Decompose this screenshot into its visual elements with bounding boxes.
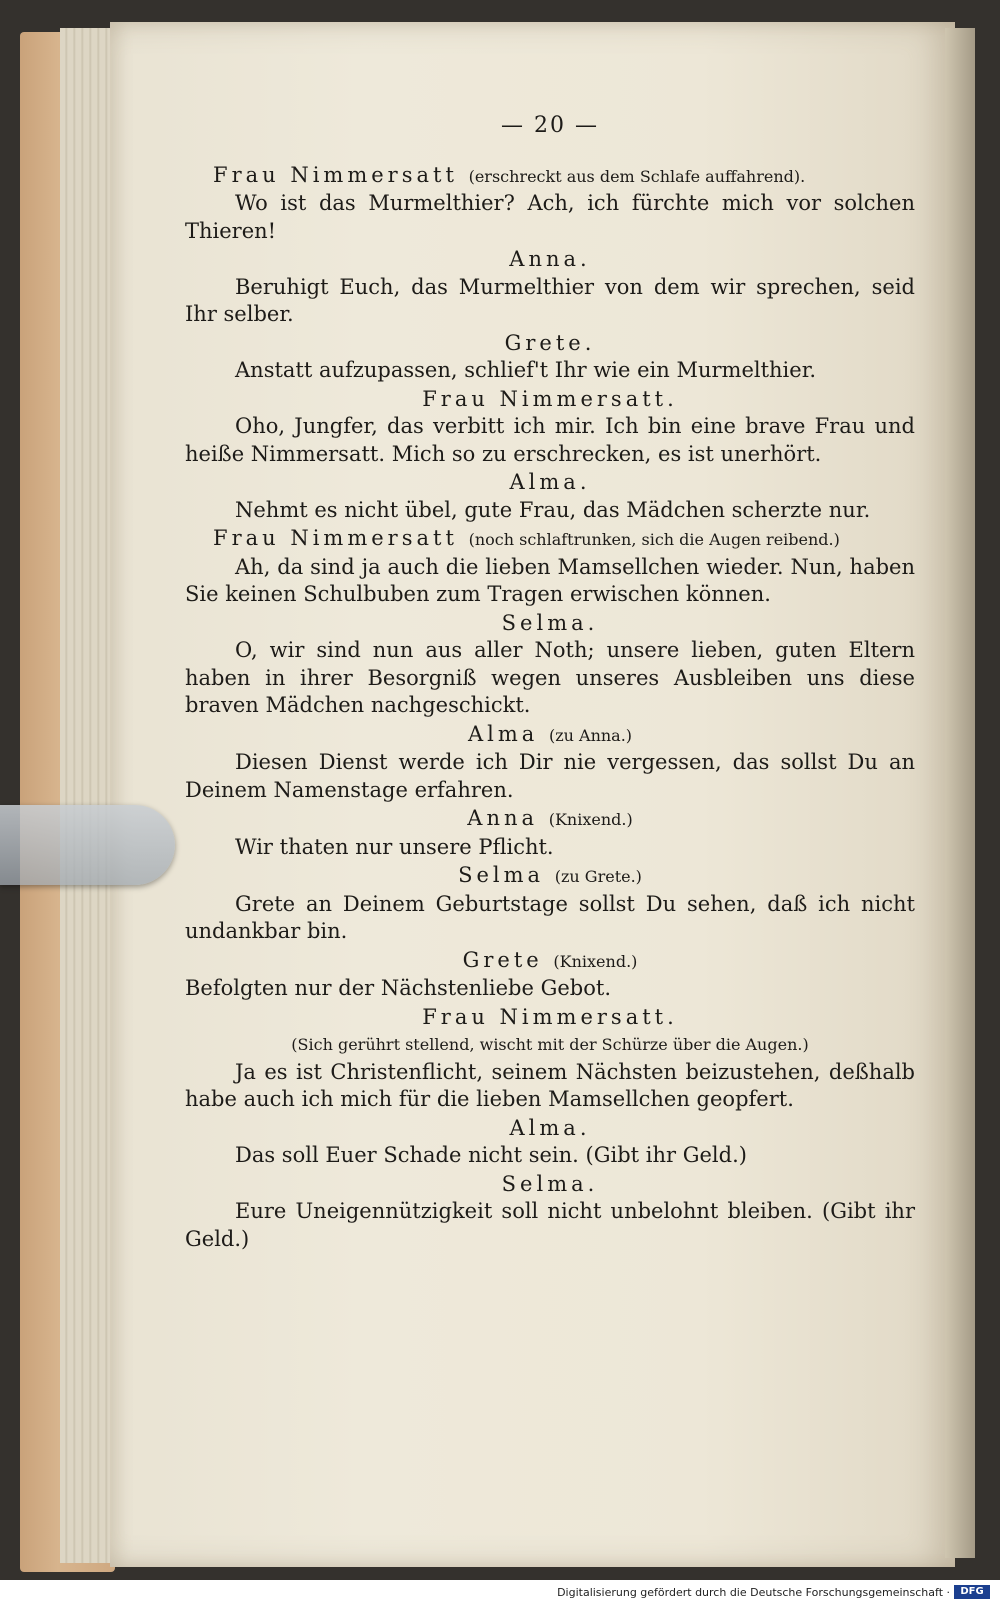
dialogue-entry <box>185 947 915 1003</box>
dialogue-entry <box>185 610 915 720</box>
speaker-name: Selma. <box>501 1171 599 1196</box>
speaker-name: Frau Nimmersatt <box>213 526 458 550</box>
dialogue-entry <box>185 1171 915 1254</box>
glass-bookmark <box>0 805 175 885</box>
dialogue-entry <box>185 162 915 246</box>
funding-notice: Digitalisierung gefördert durch die Deutsche Forschungsgemeinschaft · <box>557 1586 950 1599</box>
dialogue-entry <box>185 721 915 805</box>
stage-direction: (Knixend.) <box>553 951 638 971</box>
page-number: — 20 — <box>501 113 599 138</box>
speech-text: Ah, da sind ja auch die lieben Mamsellchen wieder. Nun, haben Sie keinen Schulbuben zum Tragen erwischen können. <box>185 554 915 606</box>
dialogue-entry <box>185 805 915 861</box>
speaker-name: Alma <box>467 721 539 746</box>
speaker-name: Anna <box>467 806 539 830</box>
speaker-name: Frau Nimmersatt. <box>422 1004 678 1029</box>
dialogue-entry <box>185 1004 915 1114</box>
dialogue-entry <box>185 525 915 609</box>
page-gutter-shadow <box>945 28 975 1558</box>
dialogue-entry <box>185 1115 915 1170</box>
speaker-name: Selma <box>458 863 545 887</box>
speech-text: O, wir sind nun aus aller Noth; unsere lieben, guten Eltern haben in ihrer Besorgniß wegen unseres Ausbleiben uns diese braven Mädchen nachgeschickt. <box>185 638 915 717</box>
speech-text: Nehmt es nicht übel, gute Frau, das Mädchen scherzte nur. <box>235 497 871 522</box>
dialogue-entry <box>185 330 915 385</box>
dfg-logo: DFG <box>954 1585 990 1599</box>
speech-text: Ja es ist Christenflicht, seinem Nächsten beizustehen, deßhalb habe auch ich mich für die lieben Mamsellchen geopfert. <box>185 1059 915 1111</box>
speaker-name: Frau Nimmersatt <box>213 162 458 187</box>
stage-direction: (zu Anna.) <box>548 725 633 745</box>
stage-direction: (Sich gerührt stellend, wischt mit der Schürze über die Augen.) <box>291 1035 809 1054</box>
dialogue-entry <box>185 246 915 329</box>
stage-direction: (noch schlaftrunken, sich die Augen reibend.) <box>468 530 840 549</box>
stage-direction: (zu Grete.) <box>554 867 642 886</box>
stage-direction: (Knixend.) <box>548 810 633 829</box>
stage-direction: (erschreckt aus dem Schlafe auffahrend). <box>468 166 806 186</box>
speaker-name: Grete. <box>504 330 596 355</box>
speech-text: Befolgten nur der Nächstenliebe Gebot. <box>185 976 612 1000</box>
speaker-name: Alma. <box>509 1115 591 1140</box>
speech-text: Eure Uneigennützigkeit soll nicht unbelohnt bleiben. (Gibt ihr Geld.) <box>185 1199 915 1251</box>
dialogue-entry <box>185 469 915 524</box>
speaker-name: Selma. <box>501 610 599 635</box>
speech-text: Das soll Euer Schade nicht sein. (Gibt ihr Geld.) <box>235 1143 747 1167</box>
speech-text: Oho, Jungfer, das verbitt ich mir. Ich bin eine brave Frau und heiße Nimmersatt. Mich so zu erschrecken, es ist unerhört. <box>185 414 915 466</box>
speaker-name: Grete <box>462 947 543 972</box>
dialogue-entry <box>185 386 915 469</box>
speaker-name: Alma. <box>509 470 591 494</box>
speech-text: Beruhigt Euch, das Murmelthier von dem wir sprechen, seid Ihr selber. <box>185 274 915 326</box>
page-text <box>185 112 915 1253</box>
speech-text: Wir thaten nur unsere Pflicht. <box>235 834 554 859</box>
speech-text: Anstatt aufzupassen, schlief't Ihr wie ein Murmelthier. <box>235 358 817 382</box>
speaker-name: Anna. <box>509 247 591 271</box>
speech-text: Diesen Dienst werde ich Dir nie vergessen, das sollst Du an Deinem Namenstage erfahren. <box>185 750 915 802</box>
speech-text: Grete an Deinem Geburtstage sollst Du sehen, daß ich nicht undankbar bin. <box>185 891 915 943</box>
speaker-name: Frau Nimmersatt. <box>422 386 678 411</box>
dialogue-entry <box>185 862 915 946</box>
speech-text: Wo ist das Murmelthier? Ach, ich fürchte mich vor solchen Thieren! <box>185 191 915 243</box>
